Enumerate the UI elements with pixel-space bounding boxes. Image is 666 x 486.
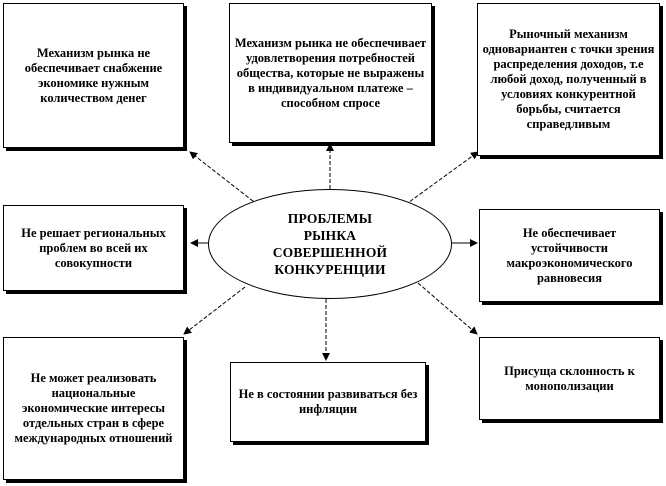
- arrow-to-national-interests: [184, 287, 245, 334]
- problem-box-income-distribution: [477, 3, 660, 156]
- problem-text-monopolization: Присуща склонность к монополизации: [504, 363, 635, 393]
- arrow-to-money-supply: [190, 152, 258, 205]
- problem-text-macro-equilibrium: Не обеспечивает устойчивости макроэкономического равновесия: [506, 225, 633, 285]
- problem-text-inflation: Не в состоянии развиваться без инфляции: [238, 387, 418, 416]
- problem-box-national-interests: [3, 337, 184, 480]
- central-ellipse: [208, 189, 452, 299]
- problem-box-social-needs: [229, 3, 432, 143]
- arrow-to-monopolization: [418, 283, 477, 334]
- problem-box-money-supply: [3, 3, 184, 148]
- problem-box-regional-problems: [3, 205, 184, 291]
- problem-text-national-interests: Не может реализовать национальные экономические интересы отдельных стран в сфере международных отношений: [14, 371, 173, 445]
- problem-text-money-supply: Механизм рынка не обеспечивает снабжение экономике нужным количеством денег: [24, 45, 163, 105]
- problem-text-regional-problems: Не решает региональных проблем во всей их совокупности: [21, 225, 166, 270]
- problem-box-macro-equilibrium: [479, 209, 660, 302]
- problem-box-inflation: [230, 362, 426, 442]
- problem-text-income-distribution: Рыночный механизм одновариантен с точки зрения распределения доходов, т.е любой доход, полученный в условиях конкурентной борьбы, считается справедливым: [482, 27, 655, 131]
- arrow-to-income-distribution: [405, 152, 478, 205]
- problem-box-monopolization: [479, 337, 660, 420]
- central-title: ПРОБЛЕМЫ РЫНКА СОВЕРШЕННОЙ КОНКУРЕНЦИИ: [272, 211, 388, 277]
- problem-text-social-needs: Механизм рынка не обеспечивает удовлетворения потребностей общества, которые не выражены в индивидуальном платеже – способном спросе: [234, 35, 427, 110]
